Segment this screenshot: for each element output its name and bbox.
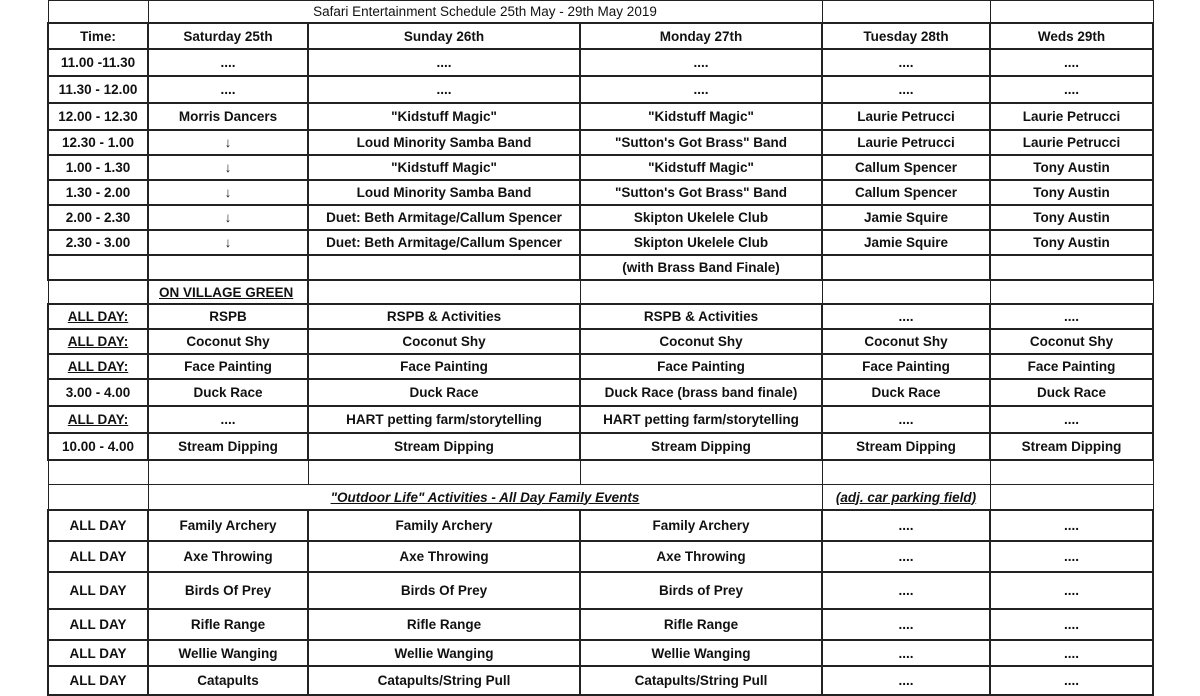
activity-cell: Rifle Range bbox=[580, 609, 822, 640]
green-row bbox=[48, 406, 1153, 433]
continues-arrow-icon: ↓ bbox=[148, 130, 308, 155]
blank-cell bbox=[308, 460, 580, 485]
day-header-saturday: Saturday 25th bbox=[148, 23, 308, 49]
activity-cell: .... bbox=[148, 406, 308, 433]
activity-cell: .... bbox=[822, 304, 990, 329]
activity-cell: Duck Race bbox=[308, 379, 580, 406]
act-cell: .... bbox=[580, 49, 822, 76]
section-heading-village-green: ON VILLAGE GREEN bbox=[148, 280, 308, 304]
activity-cell: Rifle Range bbox=[148, 609, 308, 640]
act-cell: .... bbox=[990, 76, 1153, 103]
time-slot: 11.30 - 12.00 bbox=[48, 76, 148, 103]
time-slot: ALL DAY: bbox=[48, 329, 148, 354]
time-slot: 1.00 - 1.30 bbox=[48, 155, 148, 180]
schedule-title: Safari Entertainment Schedule 25th May - 29th May 2019 bbox=[148, 1, 822, 24]
time-slot: 12.30 - 1.00 bbox=[48, 130, 148, 155]
activity-cell: Catapults/String Pull bbox=[580, 666, 822, 695]
blank-cell bbox=[822, 1, 990, 24]
blank-cell bbox=[990, 485, 1153, 511]
act-cell: .... bbox=[822, 76, 990, 103]
stage-row bbox=[48, 255, 1153, 280]
blank-cell bbox=[148, 460, 308, 485]
time-slot: ALL DAY bbox=[48, 572, 148, 609]
activity-cell: Axe Throwing bbox=[308, 541, 580, 572]
activity-cell: Wellie Wanging bbox=[148, 640, 308, 666]
time-slot: ALL DAY: bbox=[48, 304, 148, 329]
activity-cell: Catapults/String Pull bbox=[308, 666, 580, 695]
activity-cell: Coconut Shy bbox=[990, 329, 1153, 354]
activity-cell: HART petting farm/storytelling bbox=[308, 406, 580, 433]
activity-cell: Duck Race bbox=[990, 379, 1153, 406]
activity-cell: .... bbox=[990, 304, 1153, 329]
time-slot: ALL DAY: bbox=[48, 354, 148, 379]
act-cell: .... bbox=[990, 49, 1153, 76]
time-slot: ALL DAY bbox=[48, 541, 148, 572]
activity-cell: .... bbox=[822, 541, 990, 572]
blank-cell bbox=[308, 280, 580, 304]
act-cell: Laurie Petrucci bbox=[822, 130, 990, 155]
stage-row bbox=[48, 49, 1153, 76]
activity-cell: Face Painting bbox=[822, 354, 990, 379]
day-header-sunday: Sunday 26th bbox=[308, 23, 580, 49]
act-cell: .... bbox=[308, 76, 580, 103]
act-cell: Loud Minority Samba Band bbox=[308, 130, 580, 155]
activity-cell: Coconut Shy bbox=[148, 329, 308, 354]
act-cell: .... bbox=[308, 49, 580, 76]
activity-cell: Family Archery bbox=[580, 510, 822, 541]
activity-cell: Wellie Wanging bbox=[580, 640, 822, 666]
activity-cell: HART petting farm/storytelling bbox=[580, 406, 822, 433]
act-cell: .... bbox=[580, 76, 822, 103]
activity-cell: Axe Throwing bbox=[148, 541, 308, 572]
act-cell: Duet: Beth Armitage/Callum Spencer bbox=[308, 205, 580, 230]
act-cell bbox=[990, 255, 1153, 280]
act-cell: Tony Austin bbox=[990, 180, 1153, 205]
act-cell: Laurie Petrucci bbox=[990, 130, 1153, 155]
green-heading-row bbox=[48, 280, 1153, 304]
activity-cell: Birds of Prey bbox=[580, 572, 822, 609]
activity-cell: Stream Dipping bbox=[308, 433, 580, 460]
outdoor-row bbox=[48, 541, 1153, 572]
act-cell bbox=[148, 255, 308, 280]
stage-row bbox=[48, 230, 1153, 255]
activity-cell: .... bbox=[990, 510, 1153, 541]
section-heading-outdoor-life: "Outdoor Life" Activities - All Day Family Events bbox=[148, 485, 822, 511]
activity-cell: Birds Of Prey bbox=[148, 572, 308, 609]
act-cell: "Kidstuff Magic" bbox=[308, 103, 580, 130]
time-slot bbox=[48, 255, 148, 280]
time-slot: ALL DAY bbox=[48, 510, 148, 541]
time-slot: ALL DAY bbox=[48, 666, 148, 695]
time-slot: 12.00 - 12.30 bbox=[48, 103, 148, 130]
activity-cell: Duck Race bbox=[148, 379, 308, 406]
stage-row bbox=[48, 76, 1153, 103]
day-header-weds: Weds 29th bbox=[990, 23, 1153, 49]
activity-cell: RSPB & Activities bbox=[580, 304, 822, 329]
act-cell: Laurie Petrucci bbox=[822, 103, 990, 130]
act-cell: Jamie Squire bbox=[822, 205, 990, 230]
activity-cell: Stream Dipping bbox=[822, 433, 990, 460]
time-slot: 2.30 - 3.00 bbox=[48, 230, 148, 255]
act-cell: "Sutton's Got Brass" Band bbox=[580, 130, 822, 155]
time-slot: 1.30 - 2.00 bbox=[48, 180, 148, 205]
green-row bbox=[48, 329, 1153, 354]
act-cell: Callum Spencer bbox=[822, 155, 990, 180]
activity-cell: Coconut Shy bbox=[822, 329, 990, 354]
act-cell bbox=[822, 255, 990, 280]
act-cell: (with Brass Band Finale) bbox=[580, 255, 822, 280]
schedule-table bbox=[47, 0, 1154, 696]
act-cell: Callum Spencer bbox=[822, 180, 990, 205]
act-cell: .... bbox=[148, 76, 308, 103]
act-cell: Jamie Squire bbox=[822, 230, 990, 255]
blank-cell bbox=[48, 1, 148, 24]
act-cell: "Kidstuff Magic" bbox=[580, 155, 822, 180]
activity-cell: Face Painting bbox=[308, 354, 580, 379]
continues-arrow-icon: ↓ bbox=[148, 230, 308, 255]
activity-cell: .... bbox=[990, 541, 1153, 572]
activity-cell: Face Painting bbox=[580, 354, 822, 379]
stage-row bbox=[48, 205, 1153, 230]
act-cell: Laurie Petrucci bbox=[990, 103, 1153, 130]
act-cell: Duet: Beth Armitage/Callum Spencer bbox=[308, 230, 580, 255]
act-cell: .... bbox=[822, 49, 990, 76]
activity-cell: .... bbox=[822, 406, 990, 433]
stage-row bbox=[48, 103, 1153, 130]
outdoor-location-note: (adj. car parking field) bbox=[822, 485, 990, 511]
outdoor-row bbox=[48, 572, 1153, 609]
act-cell: "Kidstuff Magic" bbox=[308, 155, 580, 180]
activity-cell: Duck Race bbox=[822, 379, 990, 406]
blank-cell bbox=[990, 460, 1153, 485]
activity-cell: Stream Dipping bbox=[148, 433, 308, 460]
activity-cell: RSPB & Activities bbox=[308, 304, 580, 329]
schedule-sheet bbox=[47, 0, 1152, 688]
activity-cell: Stream Dipping bbox=[990, 433, 1153, 460]
continues-arrow-icon: ↓ bbox=[148, 205, 308, 230]
time-slot: ALL DAY: bbox=[48, 406, 148, 433]
activity-cell: Duck Race (brass band finale) bbox=[580, 379, 822, 406]
blank-cell bbox=[48, 280, 148, 304]
activity-cell: .... bbox=[990, 572, 1153, 609]
time-slot: 2.00 - 2.30 bbox=[48, 205, 148, 230]
outdoor-row bbox=[48, 640, 1153, 666]
time-slot: ALL DAY bbox=[48, 640, 148, 666]
day-header-tuesday: Tuesday 28th bbox=[822, 23, 990, 49]
activity-cell: Catapults bbox=[148, 666, 308, 695]
time-slot: 10.00 - 4.00 bbox=[48, 433, 148, 460]
title-row bbox=[48, 1, 1153, 24]
blank-cell bbox=[580, 460, 822, 485]
time-slot: 11.00 -11.30 bbox=[48, 49, 148, 76]
activity-cell: Family Archery bbox=[148, 510, 308, 541]
activity-cell: Rifle Range bbox=[308, 609, 580, 640]
activity-cell: Family Archery bbox=[308, 510, 580, 541]
activity-cell: .... bbox=[822, 640, 990, 666]
act-cell: Skipton Ukelele Club bbox=[580, 205, 822, 230]
time-header: Time: bbox=[48, 23, 148, 49]
act-cell: .... bbox=[148, 49, 308, 76]
green-row bbox=[48, 304, 1153, 329]
blank-cell bbox=[48, 460, 148, 485]
activity-cell: .... bbox=[990, 666, 1153, 695]
activity-cell: Coconut Shy bbox=[580, 329, 822, 354]
day-header-monday: Monday 27th bbox=[580, 23, 822, 49]
activity-cell: .... bbox=[822, 572, 990, 609]
activity-cell: Axe Throwing bbox=[580, 541, 822, 572]
stage-row bbox=[48, 180, 1153, 205]
blank-cell bbox=[822, 460, 990, 485]
green-row bbox=[48, 354, 1153, 379]
activity-cell: .... bbox=[822, 666, 990, 695]
activity-cell: .... bbox=[822, 510, 990, 541]
act-cell: Tony Austin bbox=[990, 230, 1153, 255]
activity-cell: .... bbox=[990, 609, 1153, 640]
activity-cell: Stream Dipping bbox=[580, 433, 822, 460]
act-cell: Morris Dancers bbox=[148, 103, 308, 130]
blank-cell bbox=[822, 280, 990, 304]
continues-arrow-icon: ↓ bbox=[148, 155, 308, 180]
continues-arrow-icon: ↓ bbox=[148, 180, 308, 205]
act-cell: "Sutton's Got Brass" Band bbox=[580, 180, 822, 205]
activity-cell: .... bbox=[990, 640, 1153, 666]
blank-cell bbox=[580, 280, 822, 304]
activity-cell: .... bbox=[990, 406, 1153, 433]
act-cell: "Kidstuff Magic" bbox=[580, 103, 822, 130]
time-slot: 3.00 - 4.00 bbox=[48, 379, 148, 406]
act-cell: Skipton Ukelele Club bbox=[580, 230, 822, 255]
spacer-row bbox=[48, 460, 1153, 485]
activity-cell: RSPB bbox=[148, 304, 308, 329]
green-row bbox=[48, 433, 1153, 460]
act-cell: Tony Austin bbox=[990, 205, 1153, 230]
blank-cell bbox=[990, 280, 1153, 304]
activity-cell: Face Painting bbox=[148, 354, 308, 379]
header-row bbox=[48, 23, 1153, 49]
time-slot: ALL DAY bbox=[48, 609, 148, 640]
activity-cell: Face Painting bbox=[990, 354, 1153, 379]
act-cell: Loud Minority Samba Band bbox=[308, 180, 580, 205]
activity-cell: .... bbox=[822, 609, 990, 640]
activity-cell: Wellie Wanging bbox=[308, 640, 580, 666]
outdoor-row bbox=[48, 609, 1153, 640]
act-cell: Tony Austin bbox=[990, 155, 1153, 180]
act-cell bbox=[308, 255, 580, 280]
outdoor-row bbox=[48, 666, 1153, 695]
green-row bbox=[48, 379, 1153, 406]
outdoor-heading-row bbox=[48, 485, 1153, 511]
blank-cell bbox=[48, 485, 148, 511]
stage-row bbox=[48, 155, 1153, 180]
activity-cell: Coconut Shy bbox=[308, 329, 580, 354]
outdoor-row bbox=[48, 510, 1153, 541]
activity-cell: Birds Of Prey bbox=[308, 572, 580, 609]
blank-cell bbox=[990, 1, 1153, 24]
stage-row bbox=[48, 130, 1153, 155]
